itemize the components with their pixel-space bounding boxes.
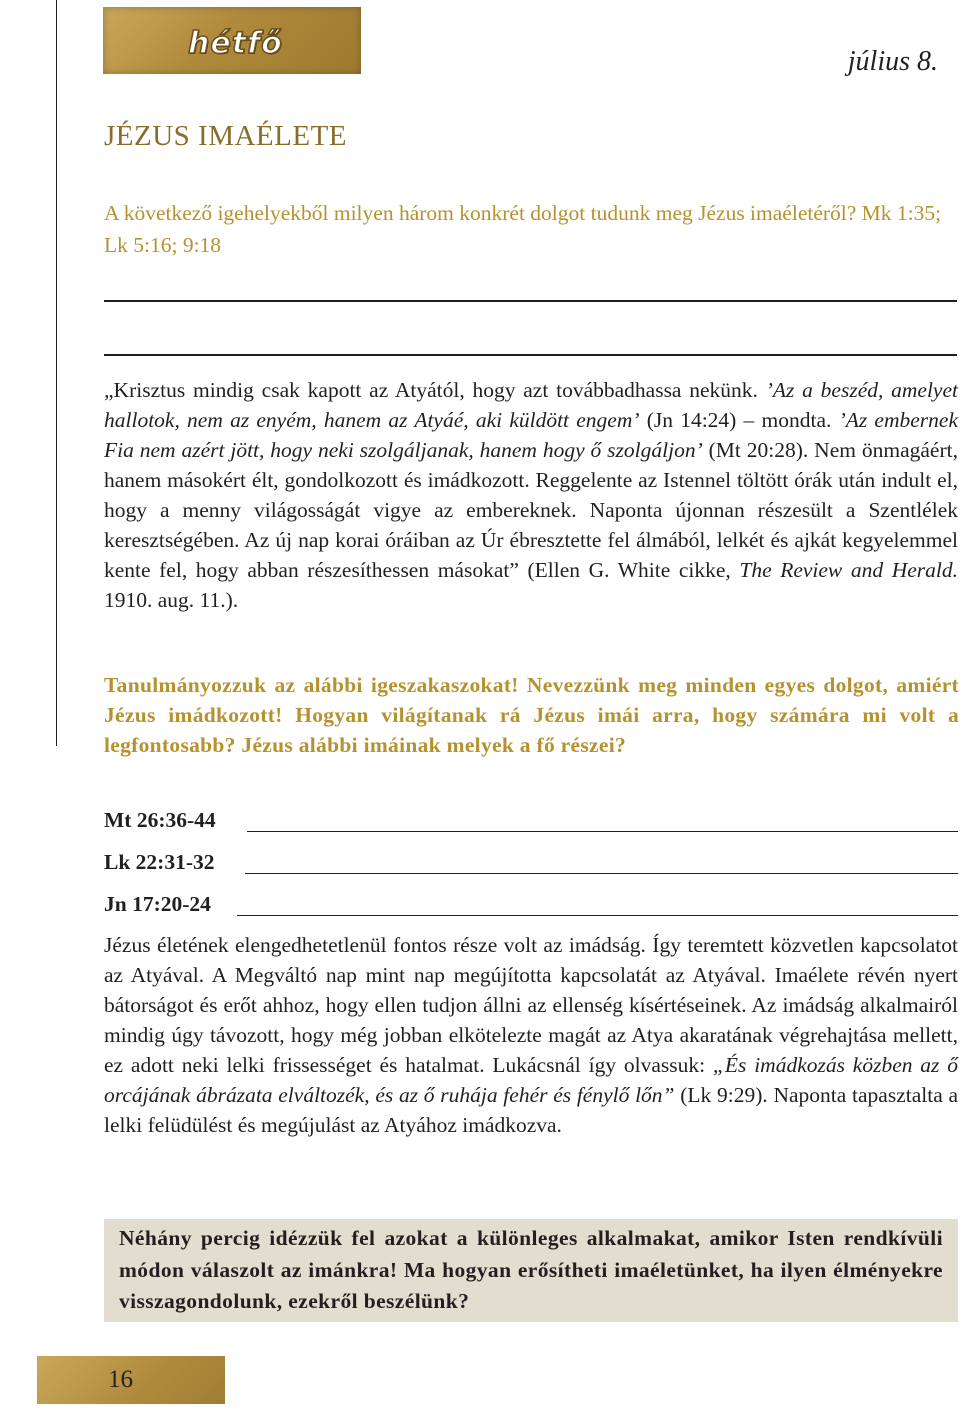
reference-answer-line-1 (247, 831, 958, 833)
body-text-1: Jézus életének elengedhetetlenül fontos része volt az imádság. Így teremtett közvetlen kapcsolatot az Atyával. A Megváltó nap mint nap megújította kapcsolatát az Atyával. Imaélete révén nyert bátorságot és erőt ahhoz, hogy ellen tudjon állni az ellenség kísértéseinek. Az imádság alkalmairól mindig úgy távozott, hogy még jobban elkötelezte magát az Atya akaratának végrehajtása mellett, ez adott neki lelki frissességet és hatalmat. Lukácsnál így olvassuk: (104, 933, 958, 1077)
day-tab (103, 7, 361, 74)
reference-label-1: Mt 26:36-44 (104, 808, 216, 832)
quote-text-1: „Krisztus mindig csak kapott az Atyától, hogy azt továbbadhassa nekünk. (104, 378, 766, 402)
date-label: július 8. (847, 46, 938, 77)
reference-label-2: Lk 22:31-32 (104, 850, 215, 874)
quote-italic-1: ’Az a beszéd, amelyet hallotok, nem az enyém, hanem az Atyáé, aki küldött engem’ (104, 378, 958, 432)
reflection-text: Néhány percig idézzük fel azokat a különleges alkalmakat, amikor Isten rendkívüli módon válaszolt az imánkra! Ma hogyan erősítheti imaéletünket, ha ilyen élményekre visszagondolunk, ezekről beszélünk? (119, 1226, 943, 1313)
page-number-tab (37, 1356, 225, 1404)
reference-row-1 (104, 805, 958, 835)
quote-text-3: (Mt 20:28). Nem önmagáért, hanem másokért élt, gondolkozott és imádkozott. Reggelente az Istennel töltött órák után indult el, hogy a menny világosságát vigye az embereknek. Naponta újonnan részesült a Szentlélek keresztségében. Az új nap korai óráiban az Úr ébresztette fel álmából, lelkét és ajkát kegyelemmel kente fel, hogy abban részesíthessen másokat” (Ellen G. White cikke, (104, 438, 958, 582)
lesson-title: JÉZUS IMAÉLETE (104, 120, 347, 152)
reference-answer-line-3 (237, 915, 958, 917)
quote-paragraph (104, 375, 958, 615)
quote-text-4: 1910. aug. 11.). (104, 588, 239, 612)
body-italic-1: „És imádkozás közben az ő orcájának ábrázata elváltozék, és az ő ruhája fehér és fénylő lőn” (104, 1053, 958, 1107)
reflection-box (104, 1219, 958, 1322)
body-text-2: (Lk 9:29). Naponta tapasztalta a lelki felüdülést és megújulást az Atyához imádkozva. (104, 1083, 959, 1137)
study-instruction: Tanulmányozzuk az alábbi igeszakaszokat! Nevezzünk meg minden egyes dolgot, amiért Jézus imádkozott! Hogyan világítanak rá Jézus imái arra, hogy számára mi volt a legfontosabb? Jézus alábbi imáinak melyek a fő részei? (104, 673, 959, 757)
quote-italic-2: ’Az embernek Fia nem azért jött, hogy neki szolgáljanak, hanem hogy ő szolgáljon’ (104, 408, 958, 462)
answer-line-2 (104, 354, 957, 356)
reference-row-3 (104, 889, 958, 919)
quote-text-2: (Jn 14:24) – mondta. (639, 408, 839, 432)
answer-line-1 (104, 300, 957, 302)
reference-row-2 (104, 847, 958, 877)
question-text: A következő igehelyekből milyen három konkrét dolgot tudunk meg Jézus imaéletéről? Mk 1:35; Lk 5:16; 9:18 (104, 201, 942, 257)
day-label: hétfő (188, 26, 283, 61)
page-number: 16 (108, 1366, 133, 1393)
body-paragraph (104, 930, 958, 1140)
margin-rule (56, 0, 57, 746)
reference-answer-line-2 (245, 873, 958, 875)
reference-label-3: Jn 17:20-24 (104, 892, 211, 916)
quote-italic-3: The Review and Herald. (739, 558, 958, 582)
